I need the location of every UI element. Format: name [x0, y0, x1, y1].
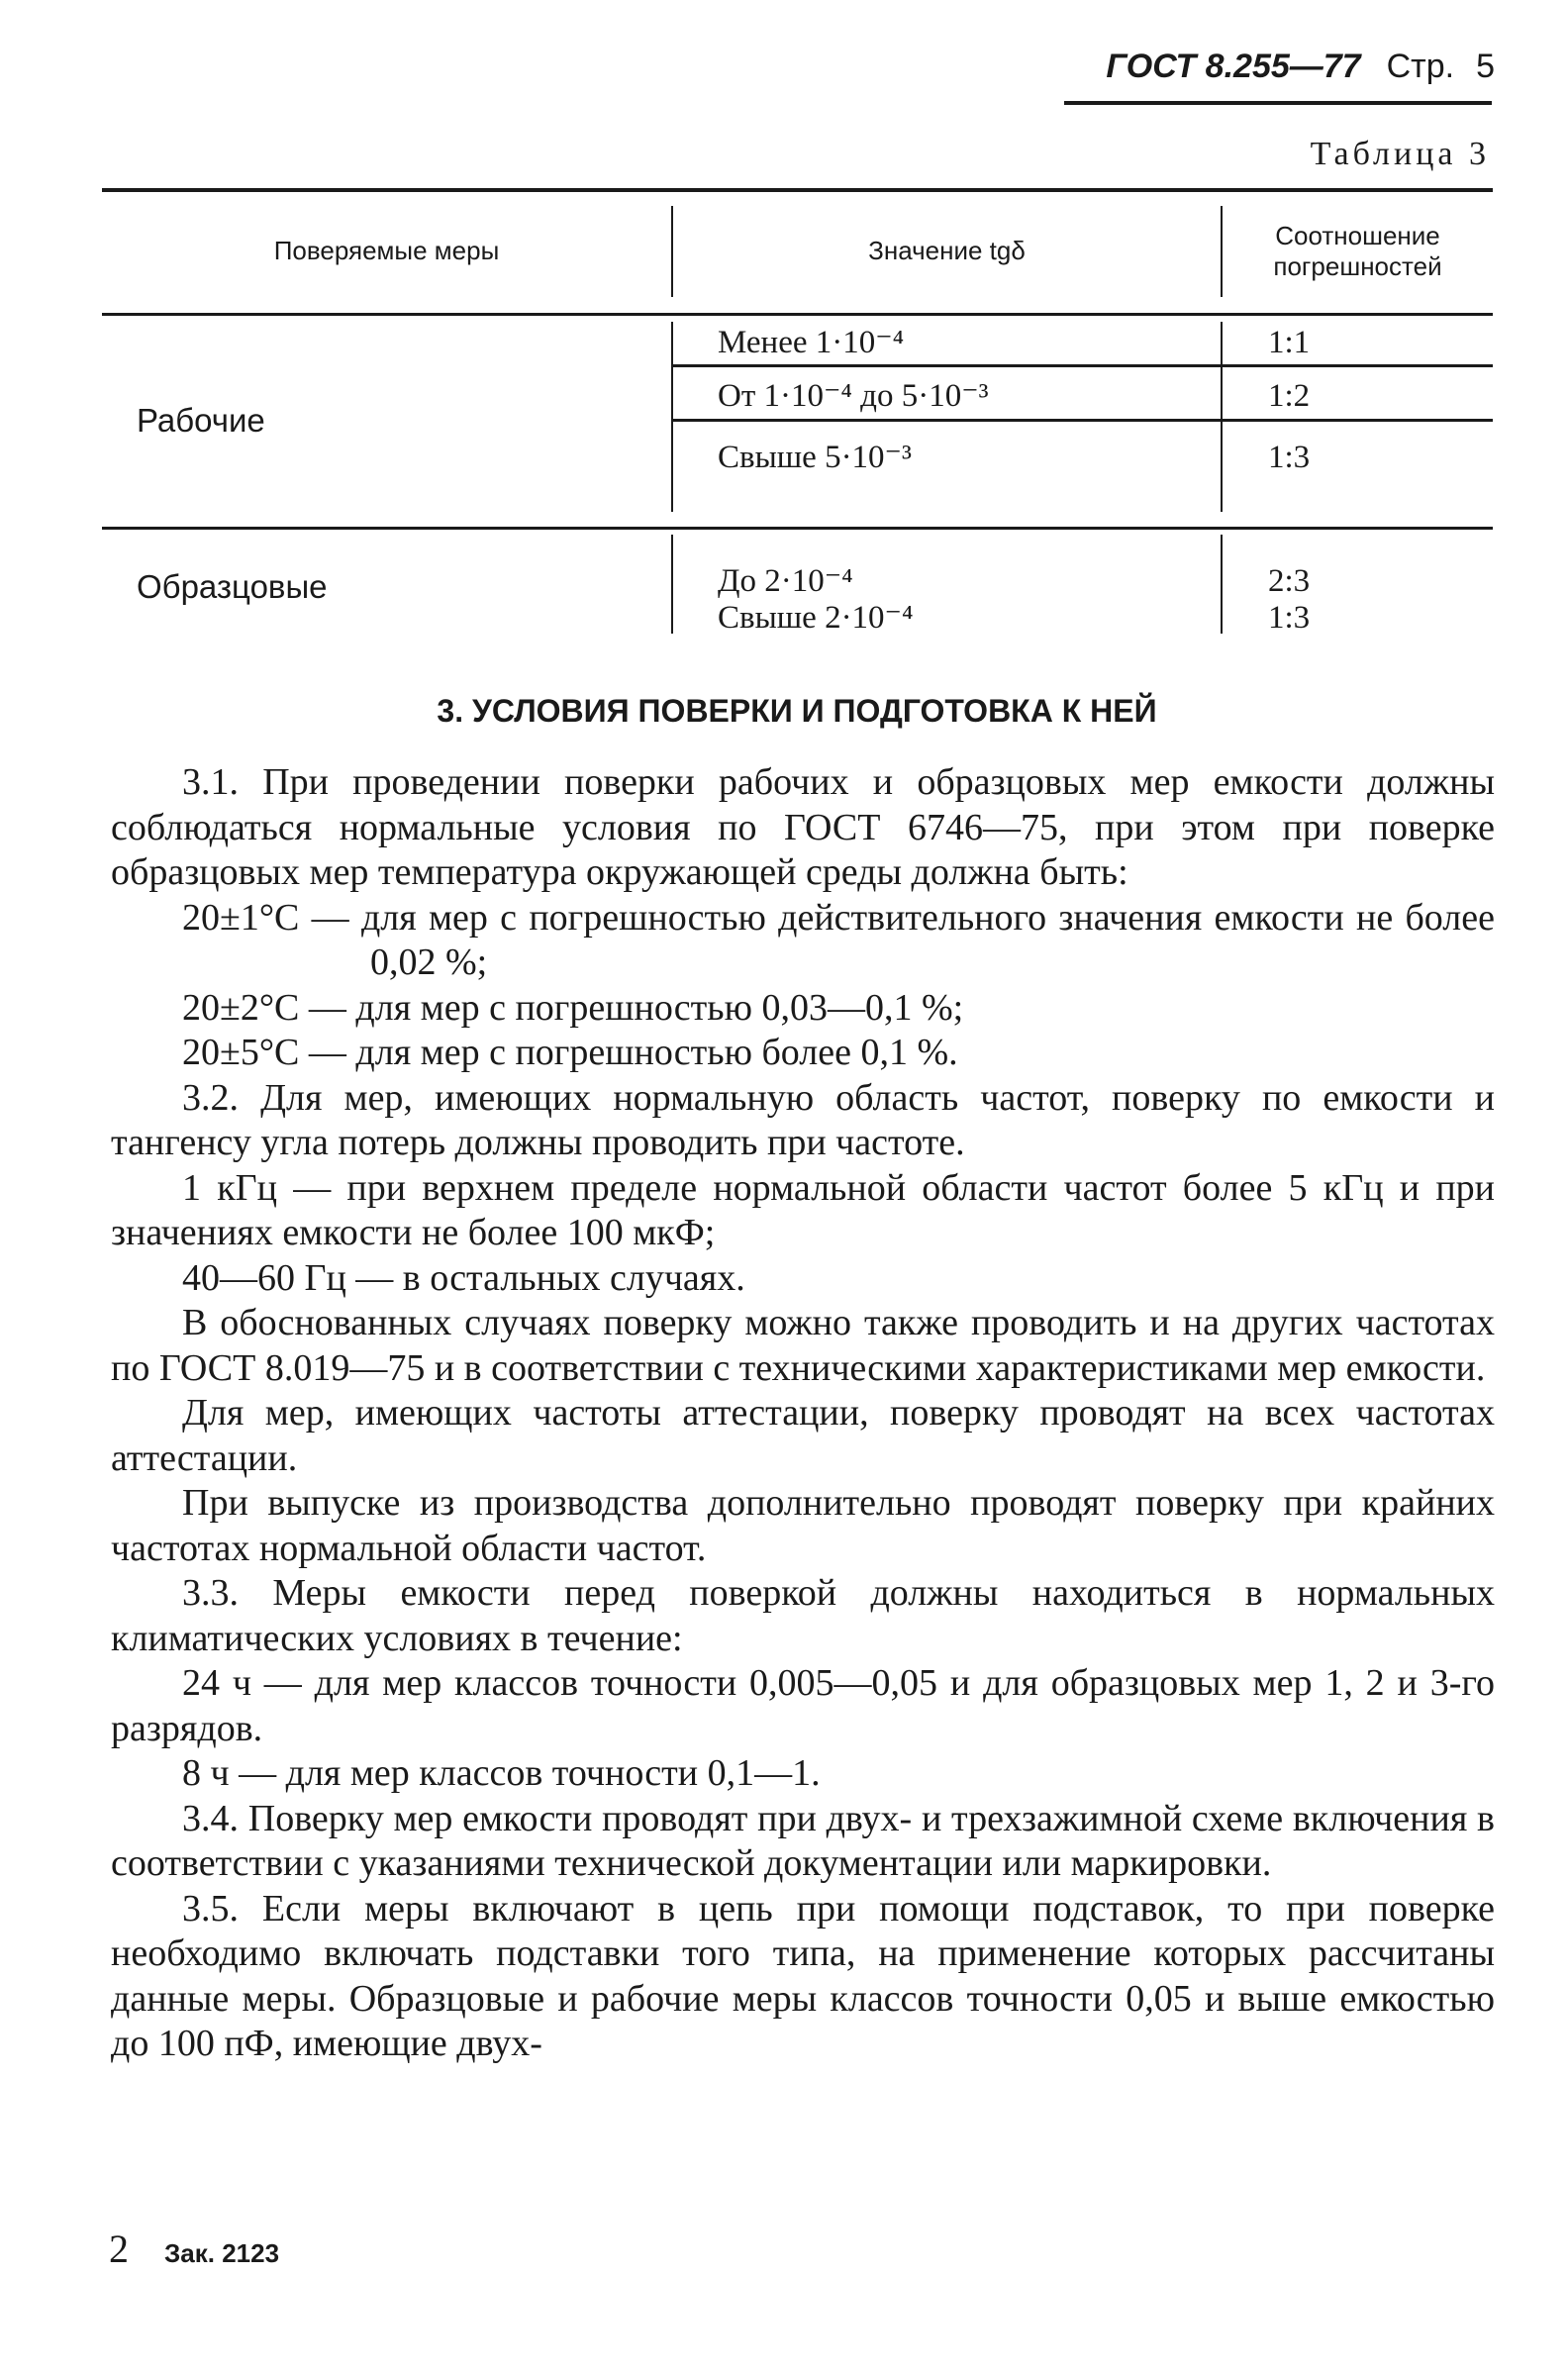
- header-rule: [1064, 101, 1492, 105]
- group-rule: [102, 527, 1493, 530]
- paragraph: В обоснованных случаях поверку можно также проводить и на других частотах по ГОСТ 8.019—75 и в соответствии с техническими характеристиками мер емкости.: [111, 1302, 1495, 1389]
- paragraph: При выпуске из производства дополнительно проводят поверку при крайних частотах нормальной области частот.: [111, 1482, 1495, 1569]
- column-rule: [671, 322, 673, 512]
- paragraph: 24 ч — для мер классов точности 0,005—0,05 и для образцовых мер 1, 2 и 3-го разрядов.: [111, 1662, 1495, 1749]
- group-label-reference: Образцовые: [137, 568, 328, 606]
- table-cell-ratio: 2:3: [1268, 563, 1311, 600]
- section-body: [111, 760, 1495, 2067]
- paragraph: Для мер, имеющих частоты аттестации, поверку проводят на всех частотах аттестации.: [111, 1392, 1495, 1479]
- running-header: [1049, 48, 1495, 107]
- column-rule: [671, 535, 673, 634]
- column-header-tg-value: Значение tgδ: [868, 236, 1026, 266]
- table-cell-value: До 2·10⁻⁴: [718, 563, 853, 600]
- table-cell-value: Свыше 5·10⁻³: [718, 440, 912, 476]
- page-label: Стр.: [1386, 48, 1455, 85]
- table-3: [102, 188, 1493, 653]
- paragraph: 3.5. Если меры включают в цепь при помощи подставок, то при поверке необходимо включать подставки того типа, на применение которых рассчитаны данные меры. Образцовые и рабочие меры классов точности 0,05 и выше емкостью до 100 пФ, имеющие двух-: [111, 1887, 1495, 2064]
- row-rule: [671, 419, 1493, 422]
- order-number: Зак. 2123: [164, 2238, 280, 2268]
- table-cell-ratio: 1:3: [1268, 600, 1311, 637]
- row-rule: [671, 364, 1493, 367]
- paragraph: 3.2. Для мер, имеющих нормальную область частот, поверку по емкости и тангенсу угла потерь должны проводить при частоте.: [111, 1076, 1495, 1163]
- table-cell-value: От 1·10⁻⁴ до 5·10⁻³: [718, 378, 989, 415]
- table-header-rule: [102, 313, 1493, 316]
- table-cell-ratio: 1:1: [1268, 325, 1311, 361]
- column-rule: [1221, 535, 1223, 634]
- paragraph: 3.4. Поверку мер емкости проводят при двух- и трехзажимной схеме включения в соответствии с указаниями технической документации или маркировки.: [111, 1797, 1495, 1884]
- paragraph: 20±5°С — для мер с погрешностью более 0,1 %.: [182, 1032, 958, 1073]
- column-rule: [1221, 322, 1223, 512]
- table-top-rule: [102, 188, 1493, 192]
- paragraph: 20±2°С — для мер с погрешностью 0,03—0,1 %;: [182, 986, 964, 1029]
- table-cell-ratio: 1:3: [1268, 440, 1311, 476]
- page-footer: [109, 2226, 279, 2272]
- paragraph: 3.3. Меры емкости перед поверкой должны находиться в нормальных климатических условиях в течение:: [111, 1572, 1495, 1659]
- paragraph: 3.1. При проведении поверки рабочих и образцовых мер емкости должны соблюдаться нормальные условия по ГОСТ 6746—75, при этом при поверке образцовых мер температура окружающей среды должна быть:: [111, 761, 1495, 893]
- table-cell-value: Свыше 2·10⁻⁴: [718, 600, 914, 637]
- table-caption: Таблица 3: [1310, 136, 1490, 172]
- section-title: 3. УСЛОВИЯ ПОВЕРКИ И ПОДГОТОВКА К НЕЙ: [437, 693, 1157, 729]
- sheet-number: 2: [109, 2227, 129, 2271]
- paragraph: 20±1°С — для мер с погрешностью действительного значения емкости не более 0,02 %;: [182, 896, 1495, 983]
- paragraph: 40—60 Гц — в остальных случаях.: [182, 1256, 745, 1299]
- paragraph: 8 ч — для мер классов точности 0,1—1.: [182, 1752, 821, 1794]
- column-header-error-ratio: Соотношение погрешностей: [1273, 220, 1442, 281]
- table-cell-ratio: 1:2: [1268, 378, 1311, 415]
- paragraph: 1 кГц — при верхнем пределе нормальной области частот более 5 кГц и при значениях емкости не более 100 мкФ;: [111, 1166, 1495, 1253]
- column-header-measures: Поверяемые меры: [273, 236, 500, 266]
- table-cell-value: Менее 1·10⁻⁴: [718, 325, 905, 361]
- group-label-working: Рабочие: [137, 402, 265, 440]
- page-number: 5: [1476, 48, 1495, 85]
- standard-number: ГОСТ 8.255—77: [1106, 48, 1361, 85]
